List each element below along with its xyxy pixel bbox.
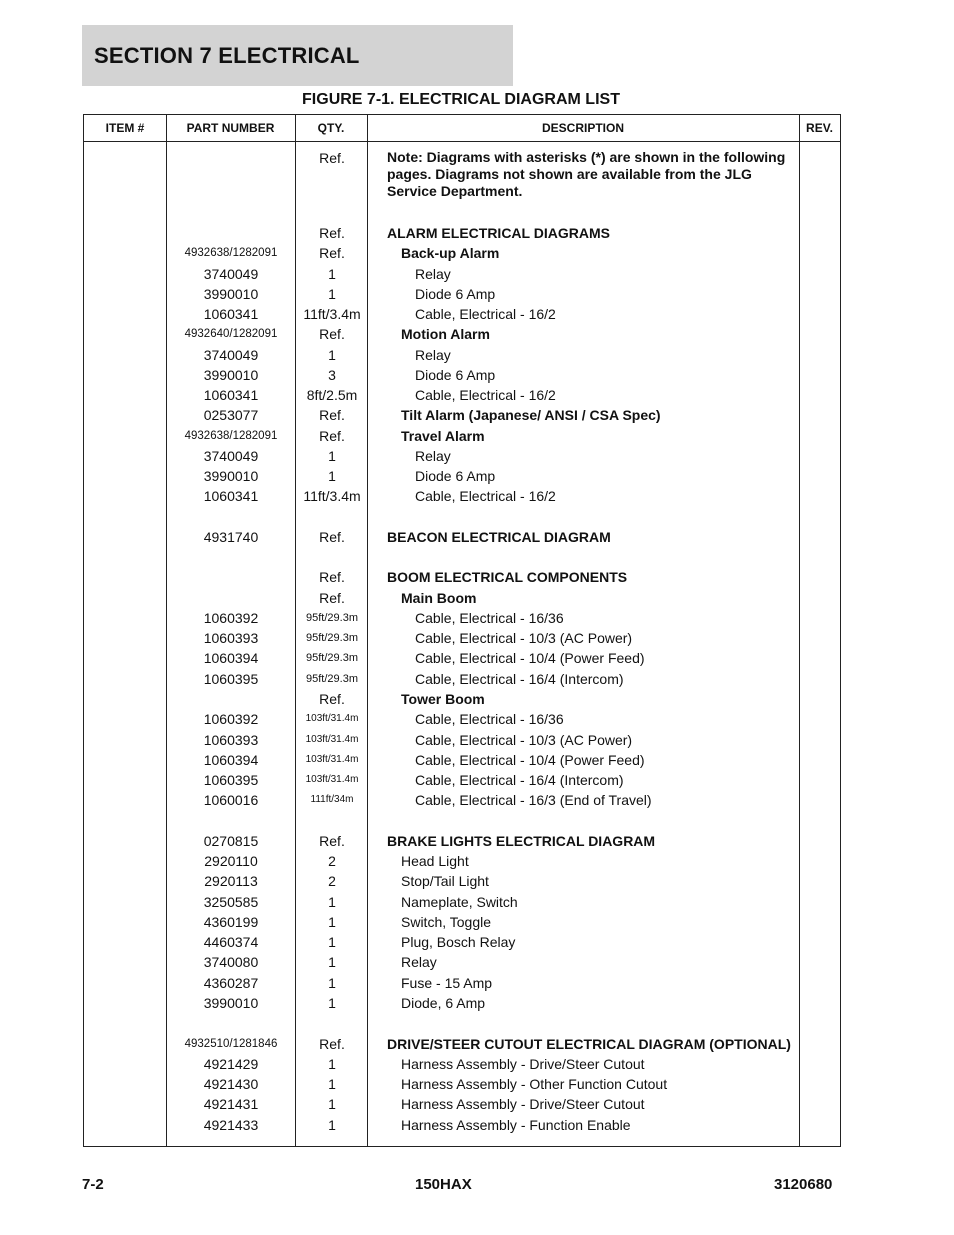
part-number-cell: 4460374 [203, 934, 259, 950]
table-row [84, 285, 840, 305]
part-number-cell: 1060392 [203, 711, 259, 727]
table-row [84, 1055, 840, 1075]
description-cell: Cable, Electrical - 16/36 [415, 610, 564, 626]
part-number-cell: 4932638/1282091 [184, 247, 278, 259]
description-cell: Relay [415, 448, 451, 464]
part-number-cell: 4931740 [203, 529, 259, 545]
table-row [84, 386, 840, 406]
description-cell: Cable, Electrical - 16/2 [415, 306, 556, 322]
qty-cell: Ref. [319, 326, 345, 342]
header-item: ITEM # [105, 121, 145, 135]
description-cell: Cable, Electrical - 10/4 (Power Feed) [415, 650, 645, 666]
description-cell: Cable, Electrical - 16/36 [415, 711, 564, 727]
table-row [84, 670, 840, 690]
header-description: DESCRIPTION [541, 121, 624, 135]
table-row [84, 1095, 840, 1115]
qty-cell: 1 [328, 934, 336, 950]
description-cell: Motion Alarm [401, 326, 490, 342]
description-cell: Nameplate, Switch [401, 894, 518, 910]
qty-cell: 1 [328, 266, 336, 282]
part-number-cell: 0253077 [203, 407, 259, 423]
table-row [84, 629, 840, 649]
part-number-cell: 1060394 [203, 650, 259, 666]
qty-cell: Ref. [319, 1036, 345, 1052]
description-cell: Cable, Electrical - 16/4 (Intercom) [415, 671, 624, 687]
qty-cell: 103ft/31.4m [305, 734, 359, 745]
manual-number: 3120680 [774, 1176, 833, 1193]
description-cell: Main Boom [401, 590, 477, 606]
table-row [84, 852, 840, 872]
table-row [84, 710, 840, 730]
part-number-cell: 4360287 [203, 975, 259, 991]
part-number-cell: 2920110 [204, 853, 258, 869]
table-row [84, 893, 840, 913]
qty-cell: Ref. [319, 833, 345, 849]
table-row [84, 751, 840, 771]
qty-cell: 1 [328, 448, 336, 464]
part-number-cell: 4921433 [203, 1117, 259, 1133]
part-number-cell: 4360199 [203, 914, 259, 930]
description-cell: Relay [401, 954, 437, 970]
description-cell: Cable, Electrical - 16/4 (Intercom) [415, 772, 624, 788]
qty-cell: Ref. [319, 407, 345, 423]
table-row [84, 487, 840, 507]
table-row [84, 872, 840, 892]
description-cell: DRIVE/STEER CUTOUT ELECTRICAL DIAGRAM (OPTIONAL) [387, 1036, 791, 1052]
qty-cell: 1 [328, 286, 336, 302]
part-number-cell: 4932640/1282091 [184, 328, 278, 340]
description-cell: Harness Assembly - Drive/Steer Cutout [401, 1096, 645, 1112]
part-number-cell: 1060394 [203, 752, 259, 768]
qty-cell: 11ft/3.4m [303, 306, 361, 322]
table-row [84, 528, 840, 548]
table-row [84, 832, 840, 852]
table-row [84, 649, 840, 669]
table-row [84, 406, 840, 426]
qty-cell: 103ft/31.4m [305, 774, 359, 785]
qty-cell: Ref. [319, 245, 345, 261]
part-number-cell: 3740049 [203, 347, 259, 363]
description-cell: BRAKE LIGHTS ELECTRICAL DIAGRAM [387, 833, 656, 849]
table-row [84, 427, 840, 447]
description-cell: Back-up Alarm [401, 245, 500, 261]
description-cell: Diode 6 Amp [415, 286, 496, 302]
qty-cell: 1 [328, 995, 336, 1011]
description-cell: Cable, Electrical - 10/3 (AC Power) [415, 630, 633, 646]
part-number-cell: 4932638/1282091 [184, 430, 278, 442]
qty-cell: 2 [328, 853, 336, 869]
qty-cell: 2 [328, 873, 336, 889]
header-rev: REV. [806, 121, 833, 135]
qty-cell: 1 [328, 1096, 336, 1112]
part-number-cell: 1060395 [203, 772, 259, 788]
table-row [84, 346, 840, 366]
description-cell: Cable, Electrical - 10/4 (Power Feed) [415, 752, 645, 768]
table-row [84, 366, 840, 386]
description-cell: Diode 6 Amp [415, 468, 496, 484]
figure-title: FIGURE 7-1. ELECTRICAL DIAGRAM LIST [302, 91, 620, 108]
qty-cell: 1 [328, 975, 336, 991]
qty-cell: 1 [328, 894, 336, 910]
page-number: 7-2 [82, 1176, 104, 1193]
part-number-cell: 4921429 [203, 1056, 259, 1072]
qty-cell: 1 [328, 954, 336, 970]
description-cell: Plug, Bosch Relay [401, 934, 516, 950]
description-cell: Tower Boom [401, 691, 485, 707]
description-cell: Cable, Electrical - 16/2 [415, 488, 556, 504]
table-row [84, 568, 840, 588]
qty-cell: 8ft/2.5m [306, 387, 358, 403]
table-row [84, 265, 840, 285]
qty-cell: 1 [328, 1056, 336, 1072]
header-divider [84, 141, 840, 142]
qty-cell: 1 [328, 347, 336, 363]
table-row [84, 1116, 840, 1136]
description-cell: Travel Alarm [401, 428, 485, 444]
part-number-cell: 1060395 [203, 671, 259, 687]
table-row [84, 224, 840, 244]
part-number-cell: 0270815 [203, 833, 259, 849]
table-row [84, 325, 840, 345]
part-number-cell: 1060341 [203, 488, 259, 504]
part-number-cell: 3740049 [203, 448, 259, 464]
part-number-cell: 1060392 [203, 610, 259, 626]
description-cell: Tilt Alarm (Japanese/ ANSI / CSA Spec) [401, 407, 661, 423]
part-number-cell: 1060393 [203, 630, 259, 646]
description-cell: Diode 6 Amp [415, 367, 496, 383]
table-row [84, 1075, 840, 1095]
qty-cell: 95ft/29.3m [306, 673, 358, 685]
description-cell: Fuse - 15 Amp [401, 975, 493, 991]
parts-table [83, 114, 841, 1147]
qty-cell: Ref. [319, 529, 345, 545]
description-cell: Cable, Electrical - 16/2 [415, 387, 556, 403]
description-cell: Diode, 6 Amp [401, 995, 486, 1011]
table-row [84, 1035, 840, 1055]
qty-cell: 1 [328, 468, 336, 484]
qty-cell: 1 [328, 1117, 336, 1133]
qty-cell: 111ft/34m [310, 794, 354, 805]
part-number-cell: 3990010 [203, 468, 259, 484]
table-row [84, 791, 840, 811]
description-cell: Cable, Electrical - 10/3 (AC Power) [415, 732, 633, 748]
part-number-cell: 3250585 [203, 894, 259, 910]
table-row [84, 933, 840, 953]
table-row [84, 953, 840, 973]
description-cell: BEACON ELECTRICAL DIAGRAM [387, 529, 611, 545]
table-row [84, 467, 840, 487]
description-cell: Harness Assembly - Drive/Steer Cutout [401, 1056, 645, 1072]
qty-cell: 1 [328, 1076, 336, 1092]
table-row [84, 305, 840, 325]
part-number-cell: 3740080 [203, 954, 259, 970]
description-cell: Harness Assembly - Other Function Cutout [401, 1076, 668, 1092]
qty-cell: 11ft/3.4m [303, 488, 361, 504]
qty-cell: Ref. [319, 590, 345, 606]
part-number-cell: 1060016 [203, 792, 259, 808]
qty-cell: Ref. [319, 691, 345, 707]
part-number-cell: 3990010 [203, 995, 259, 1011]
table-row [84, 731, 840, 751]
qty-cell: 103ft/31.4m [305, 713, 359, 724]
table-row [84, 690, 840, 710]
part-number-cell: 4921430 [203, 1076, 259, 1092]
part-number-cell: 3990010 [203, 286, 259, 302]
description-cell: Head Light [401, 853, 469, 869]
qty-cell: 3 [328, 367, 336, 383]
qty-cell: 95ft/29.3m [306, 632, 358, 644]
table-row [84, 994, 840, 1014]
part-number-cell: 1060341 [203, 387, 259, 403]
description-cell: Cable, Electrical - 16/3 (End of Travel) [415, 792, 652, 808]
table-row [84, 771, 840, 791]
table-row [84, 913, 840, 933]
qty-cell: Ref. [319, 150, 345, 166]
table-row [84, 974, 840, 994]
description-cell: Note: Diagrams with asterisks (*) are shown in the following pages. Diagrams not shown are available from the JLG Service Department. [387, 149, 786, 199]
table-row [84, 447, 840, 467]
table-row [84, 589, 840, 609]
part-number-cell: 2920113 [204, 873, 258, 889]
part-number-cell: 4921431 [203, 1096, 259, 1112]
header-qty: QTY. [317, 121, 345, 135]
qty-cell: 103ft/31.4m [305, 754, 359, 765]
description-cell: Stop/Tail Light [401, 873, 489, 889]
description-cell: Relay [415, 266, 451, 282]
table-row [84, 609, 840, 629]
table-row [84, 244, 840, 264]
part-number-cell: 3990010 [203, 367, 259, 383]
part-number-cell: 3740049 [203, 266, 259, 282]
qty-cell: 95ft/29.3m [306, 612, 358, 624]
part-number-cell: 4932510/1281846 [184, 1038, 278, 1050]
qty-cell: 1 [328, 914, 336, 930]
qty-cell: 95ft/29.3m [306, 652, 358, 664]
table-row [84, 149, 840, 199]
model-name: 150HAX [415, 1176, 472, 1193]
description-cell: BOOM ELECTRICAL COMPONENTS [387, 569, 628, 585]
section-title: SECTION 7 ELECTRICAL [82, 25, 513, 86]
description-cell: ALARM ELECTRICAL DIAGRAMS [387, 225, 610, 241]
qty-cell: Ref. [319, 569, 345, 585]
qty-cell: Ref. [319, 428, 345, 444]
header-part-number: PART NUMBER [186, 121, 275, 135]
description-cell: Switch, Toggle [401, 914, 492, 930]
part-number-cell: 1060393 [203, 732, 259, 748]
part-number-cell: 1060341 [203, 306, 259, 322]
description-cell: Harness Assembly - Function Enable [401, 1117, 631, 1133]
description-cell: Relay [415, 347, 451, 363]
qty-cell: Ref. [319, 225, 345, 241]
